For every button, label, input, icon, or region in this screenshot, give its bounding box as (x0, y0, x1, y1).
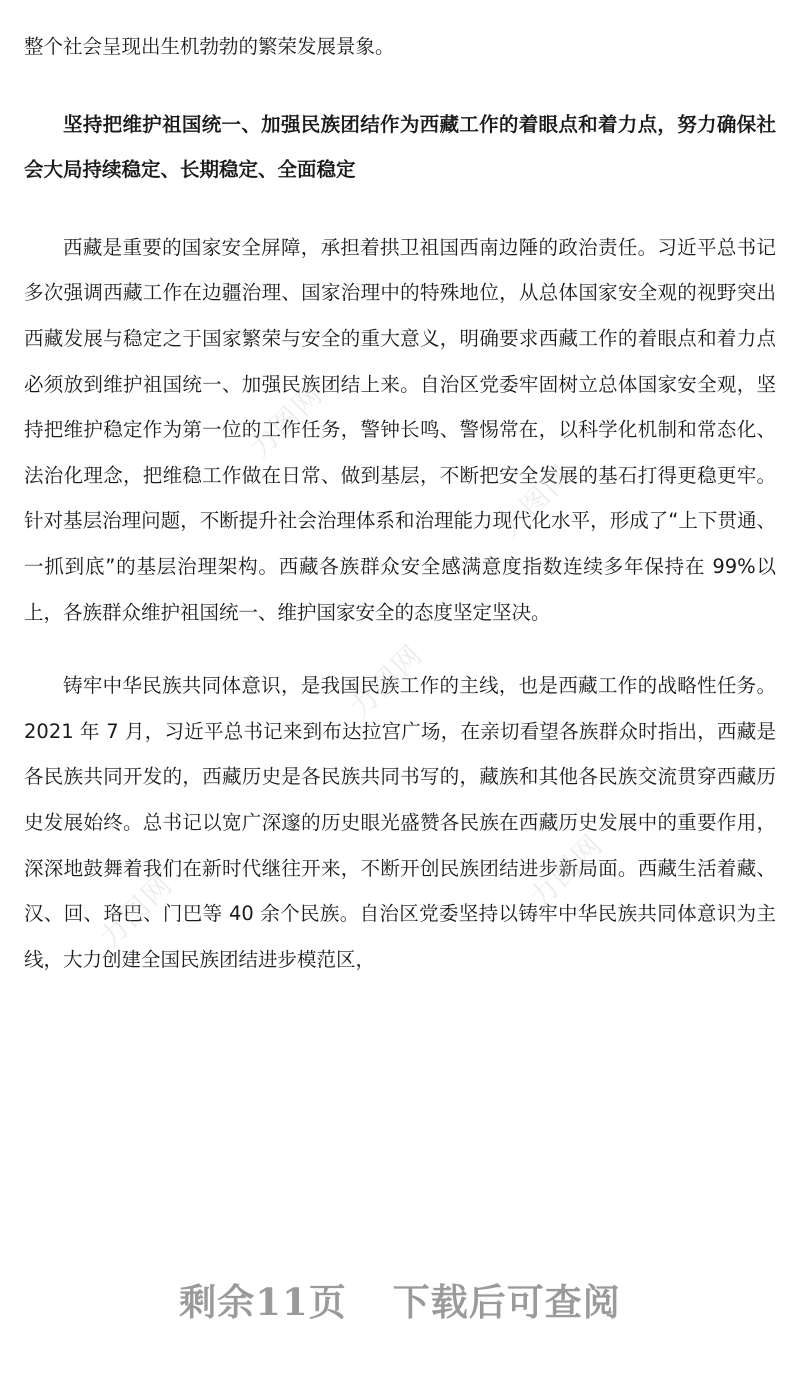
download-banner[interactable] (0, 1272, 800, 1326)
document-body (24, 24, 776, 982)
watermark: 力图网 (522, 827, 610, 915)
section-heading: 坚持把维护祖国统一、加强民族团结作为西藏工作的着眼点和着力点，努力确保社会大局持续稳定、长期稳定、全面稳定 (24, 112, 776, 182)
watermark: 力图网 (492, 457, 580, 545)
paragraph-intro-tail: 整个社会呈现出生机勃勃的繁荣发展景象。 (24, 35, 395, 58)
paragraph-unity: 铸牢中华民族共同体意识，是我国民族工作的主线，也是西藏工作的战略性任务。2021 年 7 月，习近平总书记来到布达拉宫广场，在亲切看望各族群众时指出，西藏是各民族共同开发的，西藏历史是各民族共同书写的，藏族和其他各民族交流贯穿西藏历史发展始终。总书记以宽广深邃的历史眼光盛赞各民族在西藏历史发展中的重要作用，深深地鼓舞着我们在新时代继往开来，不断开创民族团结进步新局面。西藏生活着藏、汉、回、珞巴、门巴等 40 余个民族。自治区党委坚持以铸牢中华民族共同体意识为主线，大力创建全国民族团结进步模范区， (24, 674, 776, 971)
remaining-pages-text: 剩余11页 (179, 1280, 347, 1324)
watermark: 力图网 (242, 377, 330, 465)
watermark: 力图网 (342, 637, 430, 725)
download-to-view-text: 下载后可查阅 (392, 1280, 621, 1324)
paragraph-security: 西藏是重要的国家安全屏障，承担着拱卫祖国西南边陲的政治责任。习近平总书记多次强调西藏工作在边疆治理、国家治理中的特殊地位，从总体国家安全观的视野突出西藏发展与稳定之于国家繁荣与安全的重大意义，明确要求西藏工作的着眼点和着力点必须放到维护祖国统一、加强民族团结上来。自治区党委牢固树立总体国家安全观，坚持把维护稳定作为第一位的工作任务，警钟长鸣、警惕常在，以科学化机制和常态化、法治化理念，把维稳工作做在日常、做到基层，不断把安全发展的基石打得更稳更牢。针对基层治理问题，不断提升社会治理体系和治理能力现代化水平，形成了“上下贯通、一抓到底”的基层治理架构。西藏各族群众安全感满意度指数连续多年保持在 99%以上，各族群众维护祖国统一、维护国家安全的态度坚定坚决。 (24, 235, 776, 624)
watermark: 力图网 (92, 867, 180, 955)
